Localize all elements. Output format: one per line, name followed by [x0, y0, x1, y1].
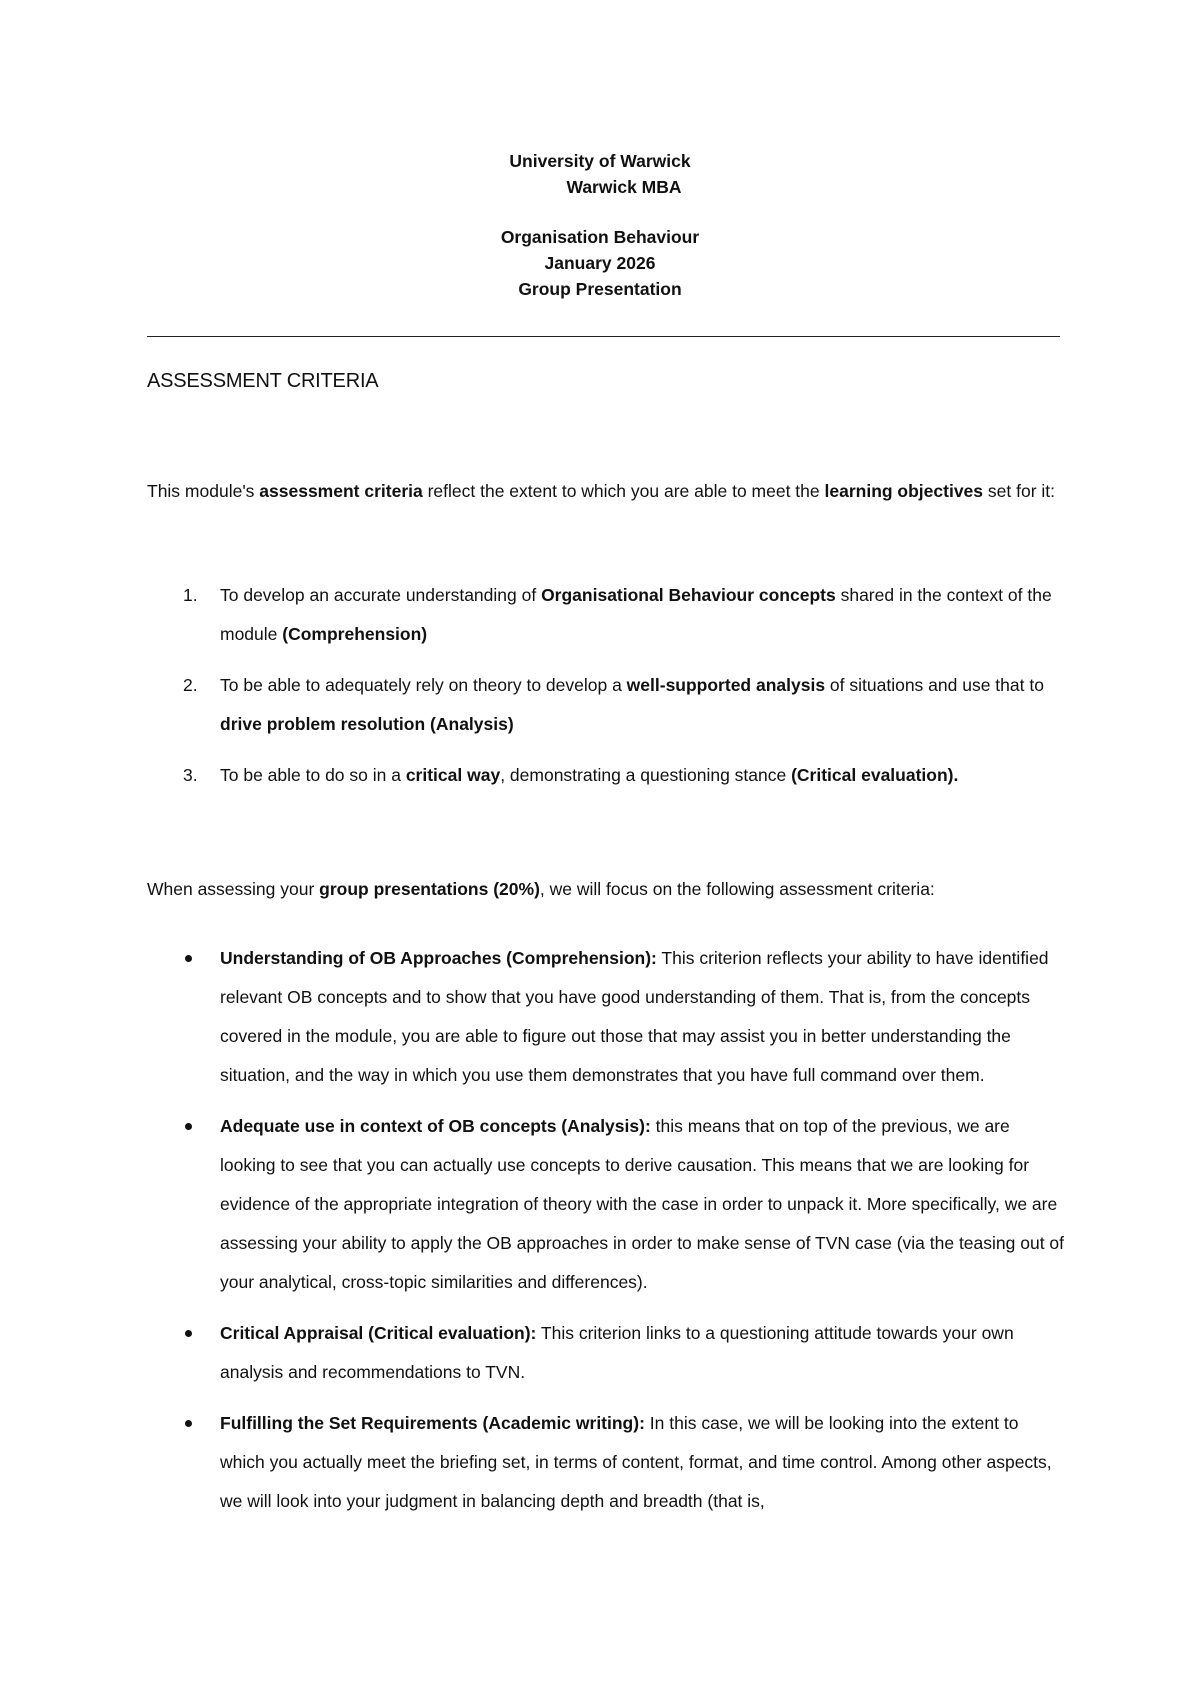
objective-bold: (Critical evaluation).: [791, 765, 959, 785]
list-item: [147, 1404, 1067, 1521]
criterion-text: In this case, we will be looking into the extent to which you actually meet the briefing set, in terms of content, format, and time control. Among other aspects, we will look into your judgment in balancing depth and breadth (that is,: [220, 1413, 1052, 1511]
list-number: 1.: [183, 585, 198, 605]
header-spacer: [0, 200, 1200, 224]
section-title: ASSESSMENT CRITERIA: [147, 370, 379, 392]
focus-text-2: , we will focus on the following assessment criteria:: [539, 879, 935, 899]
list-number: 2.: [183, 675, 198, 695]
objective-text: , demonstrating a questioning stance: [500, 765, 792, 785]
programme-name: Warwick MBA: [566, 177, 682, 197]
list-item: [147, 1314, 1067, 1392]
objective-bold: well-supported analysis: [626, 675, 826, 695]
intro-paragraph: [147, 472, 1067, 511]
intro-bold-1: assessment criteria: [259, 481, 423, 501]
criterion-label: Fulfilling the Set Requirements (Academic writing):: [220, 1413, 645, 1433]
objective-text: shared in the context of the module: [220, 585, 1052, 644]
intro-text-1: This module's: [147, 481, 260, 501]
criterion-label: Critical Appraisal (Critical evaluation):: [220, 1323, 537, 1343]
objective-text: To be able to adequately rely on theory to develop a: [220, 675, 627, 695]
list-item: [147, 576, 1067, 654]
document-header: [0, 148, 1200, 302]
bullet-icon: [185, 1420, 192, 1427]
criterion-label: Adequate use in context of OB concepts (Analysis):: [220, 1116, 651, 1136]
objective-text: To be able to do so in a: [220, 765, 406, 785]
list-item: [147, 939, 1067, 1095]
objective-bold: critical way: [405, 765, 501, 785]
module-name: Organisation Behaviour: [500, 227, 700, 247]
criterion-text: This criterion reflects your ability to have identified relevant OB concepts and to show that you have good understanding of them. That is, from the concepts covered in the module, you are able to figure out those that may assist you in better understanding the situation, and the way in which you use them demonstrates that you have full command over them.: [220, 948, 1049, 1085]
focus-text-1: When assessing your: [147, 879, 320, 899]
list-item: [147, 756, 1067, 795]
list-item: [147, 666, 1067, 744]
criterion-text: This criterion links to a questioning attitude towards your own analysis and recommendations to TVN.: [220, 1323, 1014, 1382]
assessment-type: Group Presentation: [518, 279, 682, 299]
bullet-icon: [185, 955, 192, 962]
header-divider: [147, 336, 1060, 337]
learning-objectives-list: [147, 576, 1067, 807]
bullet-icon: [185, 1123, 192, 1130]
module-date: January 2026: [544, 253, 656, 273]
intro-text-3: set for it:: [983, 481, 1055, 501]
criterion-text: this means that on top of the previous, we are looking to see that you can actually use concepts to derive causation. This means that we are looking for evidence of the appropriate integration of theory with the case in order to unpack it. More specifically, we are assessing your ability to apply the OB approaches in order to make sense of TVN case (via the teasing out of your analytical, cross-topic similarities and differences).: [220, 1116, 1065, 1292]
objective-text: To develop an accurate understanding of: [220, 585, 542, 605]
objective-text: of situations and use that to: [825, 675, 1044, 695]
criterion-label: Understanding of OB Approaches (Comprehension):: [220, 948, 657, 968]
focus-paragraph: [147, 870, 1067, 909]
focus-bold: group presentations (20%): [319, 879, 540, 899]
objective-bold: (Comprehension): [282, 624, 428, 644]
assessment-criteria-list: [147, 939, 1067, 1533]
intro-bold-2: learning objectives: [824, 481, 984, 501]
objective-bold: Organisational Behaviour concepts: [541, 585, 836, 605]
list-number: 3.: [183, 765, 198, 785]
list-item: [147, 1107, 1067, 1302]
university-name: University of Warwick: [509, 151, 691, 171]
intro-text-2: reflect the extent to which you are able to meet the: [422, 481, 825, 501]
bullet-icon: [185, 1330, 192, 1337]
objective-bold: drive problem resolution (Analysis): [220, 714, 514, 734]
